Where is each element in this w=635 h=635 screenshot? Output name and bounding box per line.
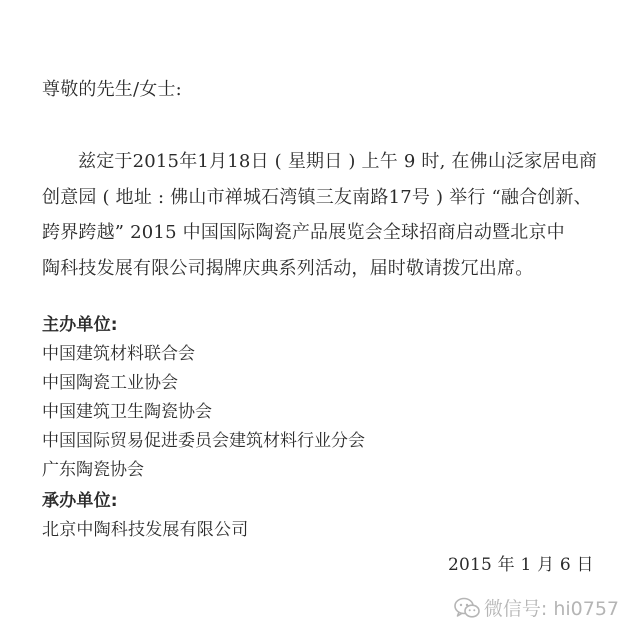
organizer-item: 广东陶瓷协会 — [42, 460, 144, 480]
organizer-list — [42, 340, 365, 485]
coorganizer-name: 北京中陶科技发展有限公司 — [42, 520, 249, 540]
greeting: 尊敬的先生/女士: — [42, 79, 182, 100]
body-line-1: 兹定于2015年1月18日 ( 星期日 ) 上午 9 时, 在佛山泛家居电商 — [78, 151, 598, 172]
organizer-label: 主办单位: — [42, 315, 118, 335]
organizer-item: 中国陶瓷工业协会 — [42, 373, 178, 393]
letter-date: 2015 年 1 月 6 日 — [448, 555, 594, 575]
body-line-3: 跨界跨越” 2015 中国国际陶瓷产品展览会全球招商启动暨北京中 — [42, 222, 565, 243]
coorganizer-label: 承办单位: — [42, 491, 118, 511]
wechat-icon — [454, 597, 480, 619]
body-line-4: 陶科技发展有限公司揭牌庆典系列活动，届时敬请拨冗出席。 — [42, 258, 534, 279]
body-line-2: 创意园 ( 地址 : 佛山市禅城石湾镇三友南路17号 ) 举行 “融合创新、 — [42, 187, 592, 208]
organizer-item: 中国国际贸易促进委员会建筑材料行业分会 — [42, 431, 365, 451]
organizer-item: 中国建筑材料联合会 — [42, 344, 195, 364]
wechat-watermark — [454, 594, 619, 621]
watermark-text: 微信号: hi0757 — [483, 598, 619, 620]
organizer-item: 中国建筑卫生陶瓷协会 — [42, 402, 212, 422]
